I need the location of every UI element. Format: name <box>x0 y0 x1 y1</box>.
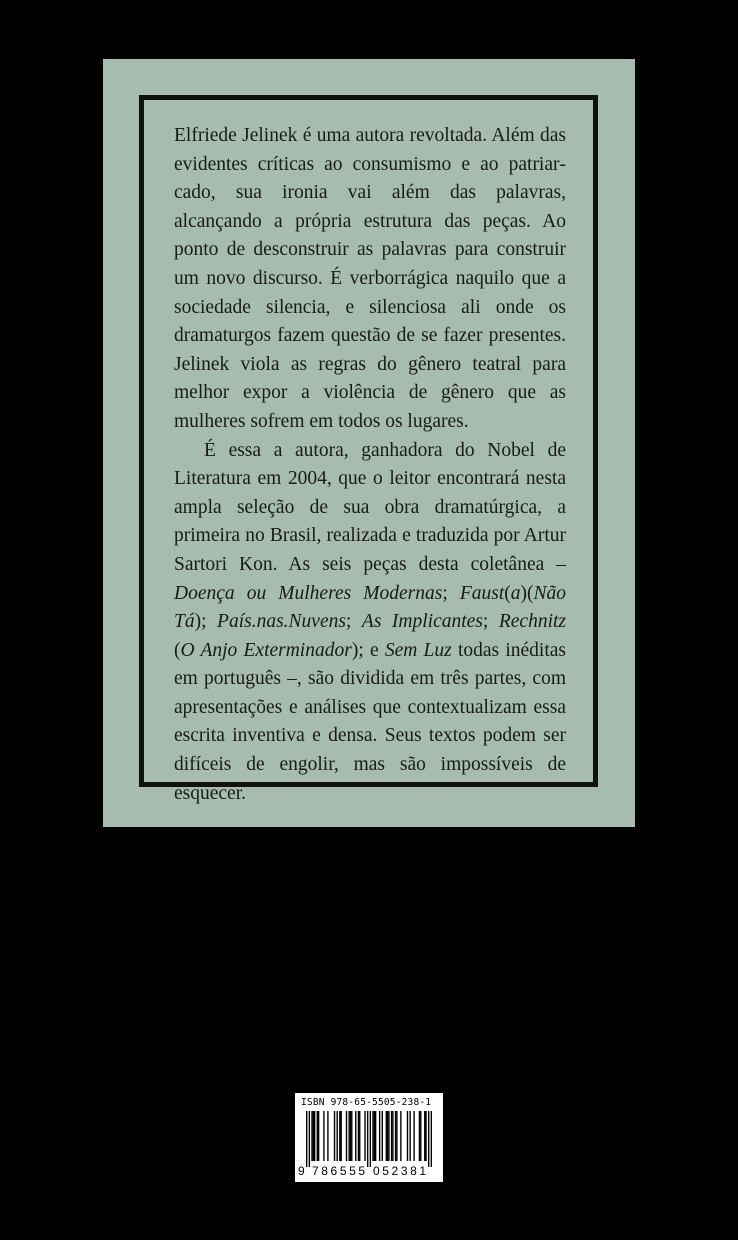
barcode-bar <box>350 1111 351 1161</box>
paren: ) <box>194 611 202 633</box>
blurb-paragraph-1: Elfriede Jelinek é uma autora revoltada. Além das evidentes críticas ao consumismo e ao patriarcado, sua ironia vai além das palavras, alcançando a própria estrutura das peças. Ao ponto de desconstruir as palavras para construir um novo discurso. É verborrágica naquilo que a sociedade silencia, e silenciosa ali onde os dramaturgos fazem questão de se fazer presentes. Jelinek viola as regras do gênero teatral para melhor expor a violência de gênero que as mulheres sofrem em todos os lugares. <box>174 125 566 432</box>
sep: ; <box>345 611 362 633</box>
barcode-bar <box>339 1111 340 1161</box>
barcode-bar <box>318 1111 319 1161</box>
barcode-bar <box>348 1111 349 1161</box>
barcode-bar <box>386 1111 387 1161</box>
barcode-bar <box>425 1111 426 1161</box>
title-rechnitz: Rechnitz <box>498 611 566 633</box>
barcode-bar <box>327 1111 328 1161</box>
barcode-bar <box>309 1111 310 1167</box>
barcode-bar <box>323 1111 324 1161</box>
back-cover-panel <box>103 59 635 827</box>
title-sem-luz: Sem Luz <box>384 639 452 661</box>
paren: ( <box>504 582 511 604</box>
barcode-bar <box>419 1111 420 1161</box>
paren: )( <box>520 582 534 604</box>
barcode-bar <box>306 1111 307 1167</box>
barcode-bar <box>346 1111 347 1161</box>
barcode-bar <box>364 1111 365 1161</box>
barcode-bar <box>409 1111 410 1161</box>
barcode-bar <box>420 1111 421 1161</box>
title-doenca: Doença ou Mulheres Modernas <box>174 582 443 604</box>
barcode-bar <box>413 1111 414 1161</box>
paren: ( <box>174 639 181 661</box>
blurb-p2-intro: É essa a autora, ganhadora do Nobel de Literatura em 2004, que o leitor encontrará nesta ampla seleção de sua obra dramatúrgica, a primeira no Brasil, realizada e traduzida por Artur Sartori Kon. As seis peças desta coletânea – <box>174 439 566 575</box>
blurb-text <box>174 122 566 808</box>
title-as-implicantes: As Implicantes <box>361 611 483 633</box>
ean-right-digits: 052381 <box>373 1164 429 1178</box>
barcode-bar <box>355 1111 356 1161</box>
text-frame <box>139 95 598 804</box>
title-faust-a: a <box>510 582 521 604</box>
title-pais-nas-nuvens: País.nas.Nuvens <box>217 611 346 633</box>
barcode-bar <box>372 1111 373 1161</box>
barcode-bar <box>359 1111 360 1161</box>
barcode-bar <box>428 1111 429 1167</box>
barcode-bar <box>379 1111 380 1161</box>
ean-left-digits: 786555 <box>312 1164 368 1178</box>
blurb-p2-rest: todas inéditas em português –, são dividida em três partes, com apresentações e análises que contextualizam essa escrita inventiva e densa. Seus textos podem ser difíceis de engolir, mas são impossíveis de esquecer. <box>174 639 566 804</box>
paren: ); e <box>351 639 385 661</box>
barcode-bar <box>382 1111 383 1161</box>
barcode-bar <box>370 1111 371 1167</box>
barcode-bar <box>351 1111 352 1161</box>
barcode-bar <box>387 1111 388 1161</box>
barcode-bar <box>375 1111 376 1161</box>
sep: ; <box>442 582 460 604</box>
barcode-bar <box>392 1111 393 1161</box>
barcode-bar <box>317 1111 318 1161</box>
blurb-paragraph-2 <box>174 437 566 809</box>
barcode-bar <box>374 1111 375 1161</box>
isbn-label: ISBN 978-65-5505-238-1 <box>301 1097 432 1108</box>
barcode-bar <box>396 1111 397 1161</box>
barcode-bar <box>424 1111 425 1161</box>
barcode-bar <box>314 1111 315 1161</box>
sep: ; <box>482 611 499 633</box>
barcode-bar <box>400 1111 401 1161</box>
barcode-bar <box>311 1111 312 1161</box>
barcode-bar <box>337 1111 338 1161</box>
title-nao-ta: Não Tá <box>174 582 566 633</box>
barcode-bars <box>306 1111 432 1167</box>
barcode-bar <box>395 1111 396 1161</box>
barcode-bar <box>334 1111 335 1161</box>
barcode-bar <box>340 1111 341 1161</box>
barcode-bar <box>313 1111 314 1161</box>
isbn-barcode <box>295 1093 443 1182</box>
barcode-bar <box>367 1111 368 1167</box>
sep: ; <box>201 611 218 633</box>
ean-first-digit: 9 <box>298 1164 305 1178</box>
barcode-bar <box>391 1111 392 1161</box>
barcode-bar <box>388 1111 389 1161</box>
title-o-anjo-exterminador: O Anjo Exterminador <box>180 639 352 661</box>
barcode-bar <box>358 1111 359 1161</box>
barcode-bar <box>407 1111 408 1161</box>
barcode-bar <box>431 1111 432 1167</box>
title-faust: Faust <box>459 582 505 604</box>
